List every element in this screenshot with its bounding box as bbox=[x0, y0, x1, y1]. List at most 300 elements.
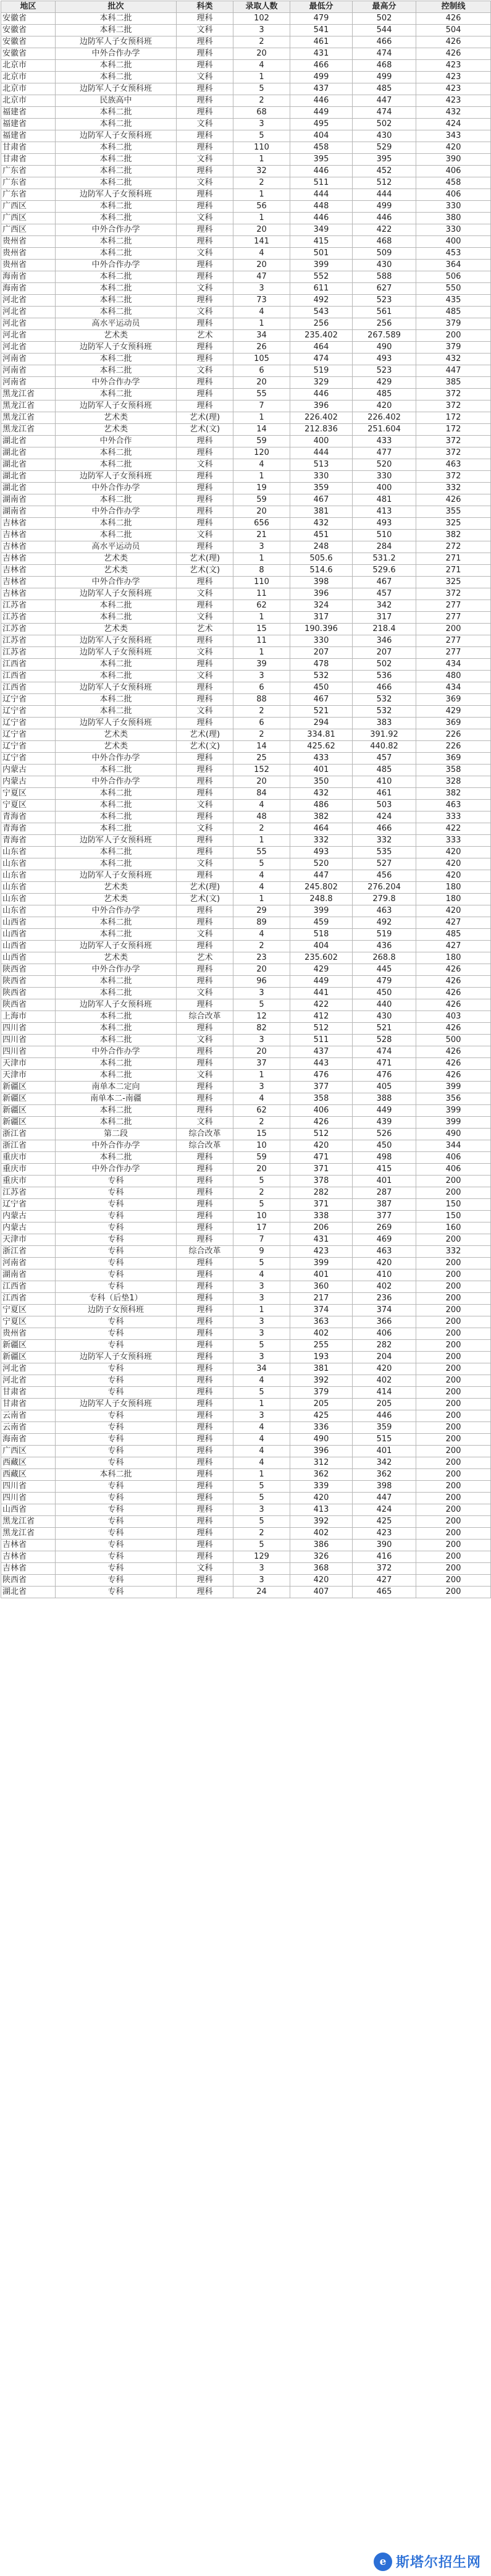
admitted-count-cell: 3 bbox=[233, 283, 290, 295]
table-row bbox=[1, 847, 491, 858]
control-line-cell: 325 bbox=[416, 518, 491, 530]
admitted-count-cell: 5 bbox=[233, 130, 290, 142]
header-subject: 科类 bbox=[177, 1, 233, 13]
region-cell: 贵州省 bbox=[1, 260, 56, 271]
min-score-cell: 514.6 bbox=[290, 565, 353, 577]
batch-cell: 专科 bbox=[56, 1199, 177, 1211]
admitted-count-cell: 20 bbox=[233, 506, 290, 518]
batch-cell: 专科 bbox=[56, 1222, 177, 1234]
admitted-count-cell: 3 bbox=[233, 1410, 290, 1422]
control-line-cell: 200 bbox=[416, 1281, 491, 1293]
subject-cell: 理科 bbox=[177, 400, 233, 412]
max-score-cell: 427 bbox=[353, 1575, 416, 1587]
admitted-count-cell: 5 bbox=[233, 1176, 290, 1187]
max-score-cell: 474 bbox=[353, 107, 416, 119]
region-cell: 云南省 bbox=[1, 1410, 56, 1422]
region-cell: 山西省 bbox=[1, 917, 56, 929]
control-line-cell: 328 bbox=[416, 776, 491, 788]
region-cell: 四川省 bbox=[1, 1035, 56, 1046]
admitted-count-cell: 1 bbox=[233, 612, 290, 624]
region-cell: 陕西省 bbox=[1, 976, 56, 988]
table-row bbox=[1, 1234, 491, 1246]
max-score-cell: 492 bbox=[353, 917, 416, 929]
control-line-cell: 200 bbox=[416, 1187, 491, 1199]
table-row bbox=[1, 119, 491, 130]
region-cell: 内蒙古 bbox=[1, 1211, 56, 1222]
region-cell: 海南省 bbox=[1, 271, 56, 283]
region-cell: 宁夏区 bbox=[1, 800, 56, 811]
admitted-count-cell: 10 bbox=[233, 1211, 290, 1222]
max-score-cell: 471 bbox=[353, 1058, 416, 1070]
subject-cell: 理科 bbox=[177, 1575, 233, 1587]
batch-cell: 专科 bbox=[56, 1481, 177, 1493]
min-score-cell: 492 bbox=[290, 295, 353, 307]
table-row bbox=[1, 447, 491, 459]
table-row bbox=[1, 1563, 491, 1575]
region-cell: 江苏省 bbox=[1, 647, 56, 659]
batch-cell: 边防军人子女预科班 bbox=[56, 400, 177, 412]
max-score-cell: 588 bbox=[353, 271, 416, 283]
control-line-cell: 500 bbox=[416, 1035, 491, 1046]
subject-cell: 理科 bbox=[177, 1222, 233, 1234]
admitted-count-cell: 15 bbox=[233, 1129, 290, 1140]
admitted-count-cell: 47 bbox=[233, 271, 290, 283]
batch-cell: 专科 bbox=[56, 1246, 177, 1258]
region-cell: 重庆市 bbox=[1, 1164, 56, 1176]
table-row bbox=[1, 671, 491, 682]
control-line-cell: 432 bbox=[416, 354, 491, 365]
max-score-cell: 466 bbox=[353, 36, 416, 48]
region-cell: 吉林省 bbox=[1, 1540, 56, 1551]
admitted-count-cell: 152 bbox=[233, 765, 290, 776]
region-cell: 湖南省 bbox=[1, 506, 56, 518]
min-score-cell: 363 bbox=[290, 1316, 353, 1328]
control-line-cell: 180 bbox=[416, 882, 491, 894]
subject-cell: 理科 bbox=[177, 788, 233, 800]
admitted-count-cell: 3 bbox=[233, 541, 290, 553]
subject-cell: 理科 bbox=[177, 718, 233, 729]
table-row bbox=[1, 1587, 491, 1598]
max-score-cell: 423 bbox=[353, 1528, 416, 1540]
admitted-count-cell: 102 bbox=[233, 13, 290, 25]
batch-cell: 本科二批 bbox=[56, 307, 177, 318]
region-cell: 江西省 bbox=[1, 1293, 56, 1305]
header-batch: 批次 bbox=[56, 1, 177, 13]
min-score-cell: 374 bbox=[290, 1305, 353, 1316]
min-score-cell: 212.836 bbox=[290, 424, 353, 436]
region-cell: 河南省 bbox=[1, 354, 56, 365]
min-score-cell: 474 bbox=[290, 354, 353, 365]
subject-cell: 理科 bbox=[177, 765, 233, 776]
subject-cell: 理科 bbox=[177, 518, 233, 530]
region-cell: 浙江省 bbox=[1, 1140, 56, 1152]
control-line-cell: 372 bbox=[416, 389, 491, 400]
max-score-cell: 362 bbox=[353, 1469, 416, 1481]
admitted-count-cell: 14 bbox=[233, 424, 290, 436]
control-line-cell: 200 bbox=[416, 1575, 491, 1587]
min-score-cell: 399 bbox=[290, 1258, 353, 1269]
table-row bbox=[1, 565, 491, 577]
admitted-count-cell: 20 bbox=[233, 776, 290, 788]
region-cell: 四川省 bbox=[1, 1046, 56, 1058]
subject-cell: 综合改革 bbox=[177, 1140, 233, 1152]
subject-cell: 文科 bbox=[177, 530, 233, 541]
control-line-cell: 343 bbox=[416, 130, 491, 142]
region-cell: 宁夏区 bbox=[1, 1316, 56, 1328]
max-score-cell: 450 bbox=[353, 1140, 416, 1152]
max-score-cell: 226.402 bbox=[353, 412, 416, 424]
max-score-cell: 377 bbox=[353, 1211, 416, 1222]
max-score-cell: 536 bbox=[353, 671, 416, 682]
subject-cell: 艺术 bbox=[177, 330, 233, 342]
min-score-cell: 349 bbox=[290, 224, 353, 236]
max-score-cell: 425 bbox=[353, 1516, 416, 1528]
control-line-cell: 423 bbox=[416, 72, 491, 83]
control-line-cell: 406 bbox=[416, 166, 491, 177]
region-cell: 海南省 bbox=[1, 1434, 56, 1446]
table-row bbox=[1, 964, 491, 976]
control-line-cell: 406 bbox=[416, 1152, 491, 1164]
region-cell: 黑龙江省 bbox=[1, 1516, 56, 1528]
table-row bbox=[1, 694, 491, 706]
max-score-cell: 401 bbox=[353, 1176, 416, 1187]
min-score-cell: 543 bbox=[290, 307, 353, 318]
admitted-count-cell: 1 bbox=[233, 1070, 290, 1082]
region-cell: 陕西省 bbox=[1, 1575, 56, 1587]
min-score-cell: 371 bbox=[290, 1164, 353, 1176]
table-row bbox=[1, 436, 491, 447]
batch-cell: 专科 bbox=[56, 1211, 177, 1222]
batch-cell: 中外合作办学 bbox=[56, 377, 177, 389]
subject-cell: 理科 bbox=[177, 1023, 233, 1035]
subject-cell: 综合改革 bbox=[177, 1011, 233, 1023]
control-line-cell: 272 bbox=[416, 541, 491, 553]
region-cell: 青海省 bbox=[1, 835, 56, 847]
max-score-cell: 251.604 bbox=[353, 424, 416, 436]
min-score-cell: 425.62 bbox=[290, 741, 353, 753]
max-score-cell: 440.82 bbox=[353, 741, 416, 753]
region-cell: 河北省 bbox=[1, 342, 56, 354]
table-row bbox=[1, 1164, 491, 1176]
region-cell: 湖北省 bbox=[1, 436, 56, 447]
max-score-cell: 284 bbox=[353, 541, 416, 553]
batch-cell: 本科二批 bbox=[56, 706, 177, 718]
control-line-cell: 490 bbox=[416, 1129, 491, 1140]
batch-cell: 专科 bbox=[56, 1269, 177, 1281]
subject-cell: 理科 bbox=[177, 471, 233, 483]
admitted-count-cell: 56 bbox=[233, 201, 290, 213]
batch-cell: 中外合作办学 bbox=[56, 1164, 177, 1176]
table-row bbox=[1, 1399, 491, 1410]
min-score-cell: 450 bbox=[290, 682, 353, 694]
region-cell: 新疆区 bbox=[1, 1117, 56, 1129]
table-row bbox=[1, 800, 491, 811]
batch-cell: 边防军人子女预科班 bbox=[56, 342, 177, 354]
region-cell: 新疆区 bbox=[1, 1105, 56, 1117]
region-cell: 重庆市 bbox=[1, 1152, 56, 1164]
max-score-cell: 372 bbox=[353, 1563, 416, 1575]
max-score-cell: 410 bbox=[353, 776, 416, 788]
control-line-cell: 426 bbox=[416, 1070, 491, 1082]
table-row bbox=[1, 483, 491, 494]
max-score-cell: 205 bbox=[353, 1399, 416, 1410]
subject-cell: 文科 bbox=[177, 647, 233, 659]
batch-cell: 专科 bbox=[56, 1363, 177, 1375]
control-line-cell: 434 bbox=[416, 659, 491, 671]
subject-cell: 文科 bbox=[177, 612, 233, 624]
admitted-count-cell: 1 bbox=[233, 471, 290, 483]
control-line-cell: 200 bbox=[416, 1387, 491, 1399]
subject-cell: 文科 bbox=[177, 213, 233, 224]
admitted-count-cell: 9 bbox=[233, 1246, 290, 1258]
admitted-count-cell: 4 bbox=[233, 60, 290, 72]
max-score-cell: 446 bbox=[353, 213, 416, 224]
subject-cell: 艺术(文) bbox=[177, 424, 233, 436]
table-row bbox=[1, 894, 491, 905]
control-line-cell: 330 bbox=[416, 201, 491, 213]
admitted-count-cell: 32 bbox=[233, 166, 290, 177]
admitted-count-cell: 1 bbox=[233, 835, 290, 847]
admitted-count-cell: 4 bbox=[233, 248, 290, 260]
control-line-cell: 426 bbox=[416, 976, 491, 988]
min-score-cell: 336 bbox=[290, 1422, 353, 1434]
subject-cell: 理科 bbox=[177, 1269, 233, 1281]
table-row bbox=[1, 682, 491, 694]
min-score-cell: 338 bbox=[290, 1211, 353, 1222]
max-score-cell: 532 bbox=[353, 694, 416, 706]
min-score-cell: 441 bbox=[290, 988, 353, 999]
max-score-cell: 406 bbox=[353, 1328, 416, 1340]
min-score-cell: 324 bbox=[290, 600, 353, 612]
subject-cell: 理科 bbox=[177, 600, 233, 612]
max-score-cell: 413 bbox=[353, 506, 416, 518]
region-cell: 内蒙古 bbox=[1, 765, 56, 776]
admitted-count-cell: 3 bbox=[233, 1563, 290, 1575]
min-score-cell: 464 bbox=[290, 823, 353, 835]
batch-cell: 高水平运动员 bbox=[56, 318, 177, 330]
control-line-cell: 200 bbox=[416, 1434, 491, 1446]
batch-cell: 专科 bbox=[56, 1316, 177, 1328]
table-row bbox=[1, 741, 491, 753]
batch-cell: 艺术类 bbox=[56, 412, 177, 424]
control-line-cell: 355 bbox=[416, 506, 491, 518]
batch-cell: 专科 bbox=[56, 1457, 177, 1469]
min-score-cell: 401 bbox=[290, 1269, 353, 1281]
control-line-cell: 172 bbox=[416, 424, 491, 436]
max-score-cell: 430 bbox=[353, 260, 416, 271]
subject-cell: 理科 bbox=[177, 1399, 233, 1410]
header-max-score: 最高分 bbox=[353, 1, 416, 13]
table-row bbox=[1, 1246, 491, 1258]
subject-cell: 理科 bbox=[177, 917, 233, 929]
region-cell: 贵州省 bbox=[1, 248, 56, 260]
admitted-count-cell: 105 bbox=[233, 354, 290, 365]
control-line-cell: 200 bbox=[416, 1234, 491, 1246]
subject-cell: 理科 bbox=[177, 1199, 233, 1211]
control-line-cell: 463 bbox=[416, 800, 491, 811]
table-row bbox=[1, 1011, 491, 1023]
subject-cell: 理科 bbox=[177, 1316, 233, 1328]
batch-cell: 艺术类 bbox=[56, 424, 177, 436]
min-score-cell: 317 bbox=[290, 612, 353, 624]
region-cell: 广西区 bbox=[1, 213, 56, 224]
control-line-cell: 423 bbox=[416, 95, 491, 107]
control-line-cell: 200 bbox=[416, 1340, 491, 1352]
min-score-cell: 329 bbox=[290, 377, 353, 389]
admitted-count-cell: 5 bbox=[233, 1199, 290, 1211]
max-score-cell: 502 bbox=[353, 659, 416, 671]
admitted-count-cell: 4 bbox=[233, 459, 290, 471]
region-cell: 安徽省 bbox=[1, 25, 56, 36]
control-line-cell: 200 bbox=[416, 330, 491, 342]
table-row bbox=[1, 142, 491, 154]
batch-cell: 边防军人子女预科班 bbox=[56, 870, 177, 882]
control-line-cell: 372 bbox=[416, 447, 491, 459]
control-line-cell: 420 bbox=[416, 870, 491, 882]
header-row bbox=[1, 1, 491, 13]
subject-cell: 理科 bbox=[177, 577, 233, 588]
min-score-cell: 330 bbox=[290, 471, 353, 483]
batch-cell: 艺术类 bbox=[56, 330, 177, 342]
subject-cell: 理科 bbox=[177, 389, 233, 400]
control-line-cell: 420 bbox=[416, 858, 491, 870]
table-row bbox=[1, 248, 491, 260]
min-score-cell: 226.402 bbox=[290, 412, 353, 424]
table-row bbox=[1, 213, 491, 224]
max-score-cell: 430 bbox=[353, 130, 416, 142]
admitted-count-cell: 2 bbox=[233, 706, 290, 718]
min-score-cell: 505.6 bbox=[290, 553, 353, 565]
table-row bbox=[1, 1258, 491, 1269]
table-row bbox=[1, 459, 491, 471]
region-cell: 贵州省 bbox=[1, 1328, 56, 1340]
min-score-cell: 423 bbox=[290, 1246, 353, 1258]
region-cell: 湖北省 bbox=[1, 1587, 56, 1598]
batch-cell: 本科二批 bbox=[56, 847, 177, 858]
control-line-cell: 180 bbox=[416, 952, 491, 964]
batch-cell: 中外合作办学 bbox=[56, 224, 177, 236]
control-line-cell: 200 bbox=[416, 1258, 491, 1269]
subject-cell: 理科 bbox=[177, 436, 233, 447]
max-score-cell: 330 bbox=[353, 471, 416, 483]
region-cell: 甘肃省 bbox=[1, 1387, 56, 1399]
min-score-cell: 404 bbox=[290, 941, 353, 952]
admitted-count-cell: 1 bbox=[233, 894, 290, 905]
min-score-cell: 330 bbox=[290, 635, 353, 647]
admitted-count-cell: 20 bbox=[233, 964, 290, 976]
subject-cell: 文科 bbox=[177, 25, 233, 36]
min-score-cell: 476 bbox=[290, 1070, 353, 1082]
min-score-cell: 449 bbox=[290, 107, 353, 119]
batch-cell: 中外合作办学 bbox=[56, 483, 177, 494]
subject-cell: 理科 bbox=[177, 964, 233, 976]
control-line-cell: 434 bbox=[416, 682, 491, 694]
region-cell: 辽宁省 bbox=[1, 729, 56, 741]
admitted-count-cell: 4 bbox=[233, 1375, 290, 1387]
subject-cell: 理科 bbox=[177, 377, 233, 389]
table-row bbox=[1, 1504, 491, 1516]
subject-cell: 理科 bbox=[177, 776, 233, 788]
admitted-count-cell: 20 bbox=[233, 48, 290, 60]
min-score-cell: 426 bbox=[290, 1117, 353, 1129]
table-row bbox=[1, 13, 491, 25]
control-line-cell: 426 bbox=[416, 494, 491, 506]
region-cell: 山西省 bbox=[1, 929, 56, 941]
min-score-cell: 437 bbox=[290, 1046, 353, 1058]
region-cell: 河北省 bbox=[1, 307, 56, 318]
max-score-cell: 424 bbox=[353, 811, 416, 823]
admitted-count-cell: 25 bbox=[233, 753, 290, 765]
control-line-cell: 485 bbox=[416, 307, 491, 318]
table-row bbox=[1, 1363, 491, 1375]
admitted-count-cell: 23 bbox=[233, 952, 290, 964]
subject-cell: 文科 bbox=[177, 1035, 233, 1046]
table-row bbox=[1, 706, 491, 718]
subject-cell: 理科 bbox=[177, 999, 233, 1011]
batch-cell: 专科 bbox=[56, 1446, 177, 1457]
batch-cell: 本科二批 bbox=[56, 389, 177, 400]
max-score-cell: 510 bbox=[353, 530, 416, 541]
region-cell: 辽宁省 bbox=[1, 706, 56, 718]
admitted-count-cell: 4 bbox=[233, 882, 290, 894]
max-score-cell: 276.204 bbox=[353, 882, 416, 894]
batch-cell: 本科二批 bbox=[56, 811, 177, 823]
subject-cell: 理科 bbox=[177, 224, 233, 236]
region-cell: 广西区 bbox=[1, 201, 56, 213]
subject-cell: 文科 bbox=[177, 119, 233, 130]
max-score-cell: 366 bbox=[353, 1316, 416, 1328]
subject-cell: 理科 bbox=[177, 1093, 233, 1105]
max-score-cell: 439 bbox=[353, 1117, 416, 1129]
region-cell: 吉林省 bbox=[1, 530, 56, 541]
control-line-cell: 200 bbox=[416, 1493, 491, 1504]
subject-cell: 理科 bbox=[177, 295, 233, 307]
admitted-count-cell: 1 bbox=[233, 553, 290, 565]
subject-cell: 理科 bbox=[177, 1516, 233, 1528]
batch-cell: 本科二批 bbox=[56, 1117, 177, 1129]
max-score-cell: 346 bbox=[353, 635, 416, 647]
admitted-count-cell: 5 bbox=[233, 1481, 290, 1493]
table-row bbox=[1, 260, 491, 271]
admitted-count-cell: 5 bbox=[233, 1516, 290, 1528]
subject-cell: 理科 bbox=[177, 1082, 233, 1093]
region-cell: 湖北省 bbox=[1, 471, 56, 483]
table-row bbox=[1, 271, 491, 283]
subject-cell: 理科 bbox=[177, 1281, 233, 1293]
min-score-cell: 407 bbox=[290, 1587, 353, 1598]
region-cell: 湖南省 bbox=[1, 494, 56, 506]
max-score-cell: 433 bbox=[353, 436, 416, 447]
min-score-cell: 478 bbox=[290, 659, 353, 671]
control-line-cell: 332 bbox=[416, 1246, 491, 1258]
max-score-cell: 477 bbox=[353, 447, 416, 459]
min-score-cell: 395 bbox=[290, 154, 353, 166]
admitted-count-cell: 110 bbox=[233, 577, 290, 588]
table-row bbox=[1, 659, 491, 671]
control-line-cell: 200 bbox=[416, 1363, 491, 1375]
control-line-cell: 372 bbox=[416, 471, 491, 483]
subject-cell: 理科 bbox=[177, 1211, 233, 1222]
region-cell: 湖北省 bbox=[1, 483, 56, 494]
admitted-count-cell: 73 bbox=[233, 295, 290, 307]
control-line-cell: 200 bbox=[416, 1176, 491, 1187]
min-score-cell: 362 bbox=[290, 1469, 353, 1481]
admitted-count-cell: 2 bbox=[233, 1117, 290, 1129]
min-score-cell: 443 bbox=[290, 1058, 353, 1070]
admitted-count-cell: 11 bbox=[233, 635, 290, 647]
table-row bbox=[1, 635, 491, 647]
control-line-cell: 200 bbox=[416, 1446, 491, 1457]
